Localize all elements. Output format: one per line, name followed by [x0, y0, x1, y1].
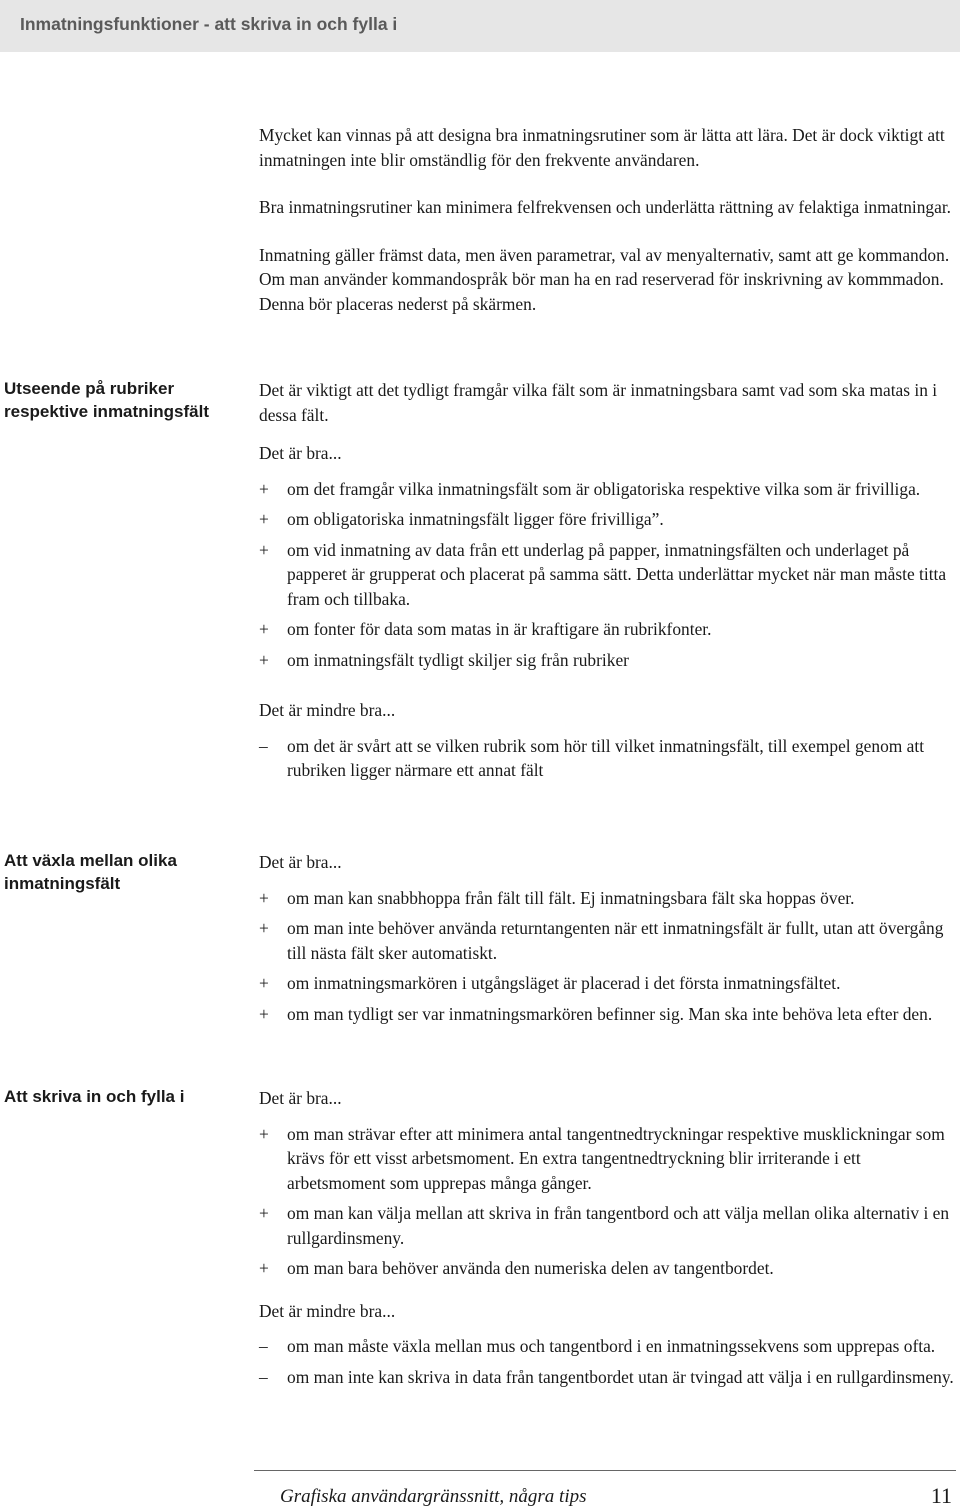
list-item-text: om inmatningsmarkören i utgångsläget är placerad i det första inmatningsfältet.	[287, 973, 841, 993]
intro-paragraph: Bra inmatningsrutiner kan minimera felfrekvensen och underlätta rättning av felaktiga inmatningar.	[259, 197, 952, 217]
list-item-text: om det framgår vilka inmatningsfält som är obligatoriska respektive vilka som är frivilliga.	[287, 478, 921, 499]
section-body	[259, 378, 955, 789]
section-body	[259, 1086, 955, 1395]
list-item	[259, 1256, 955, 1281]
list-item	[259, 1201, 955, 1250]
section-lead: Det är viktigt att det tydligt framgår vilka fält som är inmatningsbara samt vad som ska matas in i dessa fält.	[259, 380, 938, 425]
page-number: 11	[930, 1483, 952, 1508]
list-item	[259, 886, 955, 911]
good-list	[259, 1122, 955, 1281]
list-item-text: om man kan välja mellan att skriva in från tangentbord och att välja mellan olika alternativ i en rullgardinsmeny.	[287, 1203, 950, 1248]
page-header	[0, 0, 960, 52]
list-item	[259, 477, 955, 502]
list-item	[259, 617, 955, 642]
plus-marker	[259, 1122, 279, 1147]
good-label: Det är bra...	[259, 1088, 342, 1108]
plus-marker	[259, 1256, 279, 1281]
list-item-text: om det är svårt att se vilken rubrik som hör till vilket inmatningsfält, till exempel genom att rubriken ligger närmare ett annat fält	[287, 735, 925, 780]
section-heading: Utseende på rubriker respektive inmatningsfält	[4, 379, 210, 421]
bad-list	[259, 1334, 955, 1389]
list-item	[259, 507, 955, 532]
list-item	[259, 916, 955, 965]
list-item-text: om man strävar efter att minimera antal tangentnedtryckningar respektive musklickningar som krävs för ett visst arbetsmoment. En extra tangentnedtryckning blir irriterande i ett arbetsmoment som upprepas många gånger.	[287, 1123, 945, 1193]
list-item-text: om man inte behöver använda returntangenten när ett inmatningsfält är fullt, utan att övergång till nästa fält sker automatiskt.	[287, 918, 944, 963]
plus-marker	[259, 1201, 279, 1226]
intro-paragraph: Mycket kan vinnas på att designa bra inmatningsrutiner som är lätta att lära. Det är dock viktigt att inmatningen inte blir omständlig för den frekvente användaren.	[259, 125, 945, 170]
bad-list	[259, 734, 955, 783]
minus-marker	[259, 1365, 279, 1390]
plus-marker	[259, 538, 279, 563]
list-item	[259, 648, 955, 673]
good-list	[259, 477, 955, 673]
intro-text	[259, 123, 955, 339]
plus-marker	[259, 477, 279, 502]
bad-label: Det är mindre bra...	[259, 700, 396, 720]
intro-paragraph: Inmatning gäller främst data, men även parametrar, val av menyalternativ, samt att ge kommandon. Om man använder kommandospråk bör man ha en rad reserverad för inskrivning av kommmadon. Denna bör placeras nederst på skärmen.	[259, 244, 950, 314]
plus-marker	[259, 648, 279, 673]
list-item-text: om man måste växla mellan mus och tangentbord i en inmatningssekvens som upprepas ofta.	[287, 1336, 936, 1356]
list-item	[259, 1002, 955, 1027]
list-item	[259, 1122, 955, 1196]
good-label: Det är bra...	[259, 443, 342, 463]
good-label: Det är bra...	[259, 852, 342, 872]
minus-marker	[259, 1334, 279, 1359]
plus-marker	[259, 916, 279, 941]
minus-marker	[259, 734, 279, 759]
good-list	[259, 886, 955, 1027]
section-body	[259, 850, 955, 1032]
list-item	[259, 1365, 955, 1390]
list-item-text: om obligatoriska inmatningsfält ligger före frivilliga”.	[287, 509, 664, 529]
list-item	[259, 971, 955, 996]
list-item-text: om man kan snabbhoppa från fält till fält. Ej inmatningsbara fält ska hoppas över.	[287, 887, 855, 908]
list-item-text: om man tydligt ser var inmatningsmarkören befinner sig. Man ska inte behöva leta efter den.	[287, 1003, 933, 1024]
plus-marker	[259, 1002, 279, 1027]
header-title: Inmatningsfunktioner - att skriva in och fylla i	[20, 14, 398, 34]
section-heading: Att växla mellan olika inmatningsfält	[4, 851, 177, 893]
plus-marker	[259, 507, 279, 532]
list-item	[259, 538, 955, 612]
footer-title: Grafiska användargränssnitt, några tips	[280, 1486, 587, 1507]
section-heading: Att skriva in och fylla i	[4, 1087, 185, 1106]
list-item	[259, 734, 955, 783]
list-item	[259, 1334, 955, 1359]
plus-marker	[259, 617, 279, 642]
plus-marker	[259, 886, 279, 911]
plus-marker	[259, 971, 279, 996]
footer-rule	[254, 1470, 956, 1471]
list-item-text: om fonter för data som matas in är kraftigare än rubrikfonter.	[287, 619, 712, 639]
list-item-text: om vid inmatning av data från ett underlag på papper, inmatningsfälten och underlaget på papperet är grupperat och placerat på samma sätt. Detta underlättar mycket när man måste titta fram och tillbaka.	[287, 539, 947, 609]
bad-label: Det är mindre bra...	[259, 1300, 396, 1321]
list-item-text: om man inte kan skriva in data från tangentbordet utan är tvingad att välja i en rullgardinsmeny.	[287, 1366, 954, 1387]
list-item-text: om man bara behöver använda den numeriska delen av tangentbordet.	[287, 1258, 774, 1278]
list-item-text: om inmatningsfält tydligt skiljer sig från rubriker	[287, 649, 629, 670]
